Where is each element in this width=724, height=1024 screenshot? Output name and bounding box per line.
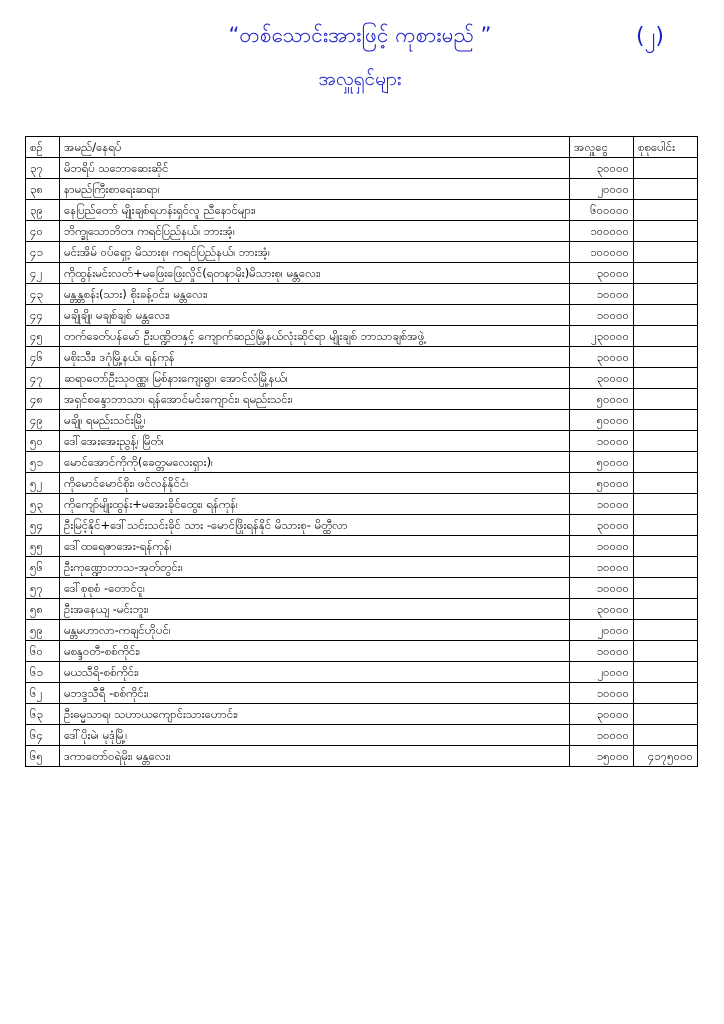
- cell-name: ဦးကုဏ္ဍောဘာသ-အုတ်တွင်း၊: [60, 557, 570, 578]
- cell-total: [634, 515, 698, 536]
- cell-name: ဦးဓမ္မသာရ၊ သဟာယကျောင်းသားဟောင်း၊: [60, 704, 570, 725]
- table-row: [26, 494, 698, 515]
- cell-no: ၄၉: [26, 410, 60, 431]
- cell-amount: ၂၃၀၀၀၀: [570, 326, 634, 347]
- table-row: [26, 662, 698, 683]
- cell-no: ၄၂: [26, 263, 60, 284]
- cell-total: [634, 305, 698, 326]
- table-row: [26, 347, 698, 368]
- cell-no: ၄၁: [26, 242, 60, 263]
- table-header-row: [26, 137, 698, 158]
- column-header-total: စုစုပေါင်း: [634, 137, 698, 158]
- cell-amount: ၁၀၀၀၀: [570, 431, 634, 452]
- cell-total: [634, 389, 698, 410]
- cell-no: ၅၉: [26, 620, 60, 641]
- cell-total: [634, 641, 698, 662]
- cell-name: ဒေါ်စုစုစံ -တောင်ငူ၊: [60, 578, 570, 599]
- cell-amount: ၁၀၀၀၀၀: [570, 242, 634, 263]
- cell-no: ၅၁: [26, 452, 60, 473]
- cell-name: မဘဒ္ဒသီရီ -စစ်ကိုင်း၊: [60, 683, 570, 704]
- cell-no: ၅၂: [26, 473, 60, 494]
- cell-name: မချိုချို၊ မချစ်ချစ် မန္တလေး၊: [60, 305, 570, 326]
- cell-no: ၅၃: [26, 494, 60, 515]
- cell-no: ၃၉: [26, 200, 60, 221]
- cell-amount: ၂၀၀၀၀: [570, 662, 634, 683]
- cell-name: ဒေါ်ပိုးမဲ၊ မုဒုံမြို့၊: [60, 725, 570, 746]
- cell-total: [634, 557, 698, 578]
- cell-amount: ၁၀၀၀၀: [570, 305, 634, 326]
- cell-total: [634, 578, 698, 599]
- cell-no: ၄၃: [26, 284, 60, 305]
- cell-name: မိဘရိပ် သဘောဆေးဆိုင်: [60, 158, 570, 179]
- cell-name: အရှင်စန္ဒောဘာသာ၊ ရန်အောင်မင်းကျောင်း၊ ရမည်းသင်း၊: [60, 389, 570, 410]
- table-row: [26, 704, 698, 725]
- cell-amount: ၁၀၀၀၀၀: [570, 221, 634, 242]
- cell-total: [634, 431, 698, 452]
- donor-table: [25, 136, 698, 767]
- table-row: [26, 158, 698, 179]
- cell-no: ၃၈: [26, 179, 60, 200]
- table-row: [26, 263, 698, 284]
- cell-name: ဒေါ်ထရေဇာအေး-ရန်ကုန်၊: [60, 536, 570, 557]
- cell-total: [634, 410, 698, 431]
- cell-name: မစိုးသီး၊ ဒဂုံမြို့နယ်၊ ရန်ကုန်: [60, 347, 570, 368]
- cell-no: ၅၅: [26, 536, 60, 557]
- cell-name: ကိုကျော်မျိုးထွန်း+မအေးခိုင်ထွေး၊ ရန်ကုန်၊: [60, 494, 570, 515]
- table-row: [26, 683, 698, 704]
- cell-no: ၄၅: [26, 326, 60, 347]
- cell-no: ၄၀: [26, 221, 60, 242]
- cell-amount: ၁၅၀၀၀: [570, 746, 634, 767]
- cell-name: ဆရာတော်ဦးသုဝဏ္ဏ၊ မြစ်နားကျေးရွာ၊ အောင်လံမြို့နယ်၊: [60, 368, 570, 389]
- table-row: [26, 620, 698, 641]
- cell-amount: ၃၀၀၀၀: [570, 599, 634, 620]
- table-row: [26, 725, 698, 746]
- table-row: [26, 242, 698, 263]
- cell-amount: ၂၀၀၀၀: [570, 179, 634, 200]
- document-subtitle: အလှူရှင်များ: [318, 68, 402, 90]
- cell-no: ၄၆: [26, 347, 60, 368]
- cell-amount: ၁၀၀၀၀: [570, 494, 634, 515]
- table-row: [26, 473, 698, 494]
- cell-amount: ၅၀၀၀၀: [570, 473, 634, 494]
- cell-total: [634, 599, 698, 620]
- cell-amount: ၃၀၀၀၀: [570, 263, 634, 284]
- page-number: (၂): [636, 24, 664, 49]
- cell-total: [634, 494, 698, 515]
- cell-total: [634, 242, 698, 263]
- cell-no: ၄၈: [26, 389, 60, 410]
- table-row: [26, 179, 698, 200]
- cell-name: တက်ခေတ်ပန်မော် ဦးပဏ္ဍိတနှင့် ကျောက်ဆည်မြို့နယ်လုံးဆိုင်ရာ မျိုးချစ် ဘာသာချစ်အဖွဲ့: [60, 326, 570, 347]
- cell-amount: ၆၀၀၀၀၀: [570, 200, 634, 221]
- cell-total: [634, 347, 698, 368]
- cell-no: ၆၄: [26, 725, 60, 746]
- table-row: [26, 326, 698, 347]
- column-header-amount: အလှူငွေ: [570, 137, 634, 158]
- cell-no: ၆၃: [26, 704, 60, 725]
- table-row: [26, 284, 698, 305]
- cell-name: ဒေါ်အေးအေးညွန့်၊ မြိတ်၊: [60, 431, 570, 452]
- column-header-name: အမည်/နေရပ်: [60, 137, 570, 158]
- cell-name: မန္တမဟာလာ-ကချင်ဟိုပင်၊: [60, 620, 570, 641]
- cell-name: နေပြည်တော် မျိုးချစ်ရဟန်းရှင်လူ ညီနောင်များ၊: [60, 200, 570, 221]
- cell-total: [634, 620, 698, 641]
- cell-amount: ၁၀၀၀၀: [570, 578, 634, 599]
- cell-total: [634, 326, 698, 347]
- cell-name: မန္တန္တစန်း(သား) စိုးခန့်ဝင်း၊ မန္တလေး၊: [60, 284, 570, 305]
- table-row: [26, 305, 698, 326]
- cell-no: ၆၅: [26, 746, 60, 767]
- cell-name: ကိုထွန်းမင်းလတ်+မဖြေးဖြေးလှိုင်(ရတနာမိုး)မိသားစု၊ မန္တလေး၊: [60, 263, 570, 284]
- cell-no: ၅၄: [26, 515, 60, 536]
- cell-no: ၆၂: [26, 683, 60, 704]
- cell-no: ၆၀: [26, 641, 60, 662]
- cell-amount: ၁၀၀၀၀: [570, 536, 634, 557]
- cell-total: [634, 536, 698, 557]
- cell-amount: ၃၀၀၀၀: [570, 515, 634, 536]
- cell-amount: ၃၀၀၀၀: [570, 368, 634, 389]
- cell-total: [634, 473, 698, 494]
- cell-amount: ၅၀၀၀၀: [570, 389, 634, 410]
- cell-amount: ၅၀၀၀၀: [570, 452, 634, 473]
- table-row: [26, 515, 698, 536]
- cell-total: [634, 200, 698, 221]
- cell-name: မယသီရိ-စစ်ကိုင်း၊: [60, 662, 570, 683]
- cell-no: ၅၀: [26, 431, 60, 452]
- cell-amount: ၁၀၀၀၀: [570, 557, 634, 578]
- table-row: [26, 557, 698, 578]
- table-row: [26, 368, 698, 389]
- cell-total: [634, 368, 698, 389]
- table-row: [26, 431, 698, 452]
- cell-name: ဦးမြင့်နိုင်+ဒေါ်သင်းသင်းခိုင် သား -မောင်ဖြိုးရန်နိုင် မိသားစု- မိတ္ထီလာ: [60, 515, 570, 536]
- cell-total: [634, 158, 698, 179]
- cell-no: ၅၆: [26, 557, 60, 578]
- table-row: [26, 578, 698, 599]
- cell-total: [634, 704, 698, 725]
- cell-name: မချို၊ ရမည်းသင်းမြို့၊: [60, 410, 570, 431]
- cell-name: ဒကာတော်ဝရဲမိုး၊ မန္တလေး၊: [60, 746, 570, 767]
- cell-total: [634, 221, 698, 242]
- cell-amount: ၁၀၀၀၀: [570, 725, 634, 746]
- cell-no: ၃၇: [26, 158, 60, 179]
- cell-amount: ၃၀၀၀၀: [570, 158, 634, 179]
- cell-total: [634, 263, 698, 284]
- table-row: [26, 599, 698, 620]
- table-row: [26, 389, 698, 410]
- table-row: [26, 641, 698, 662]
- cell-total: [634, 179, 698, 200]
- cell-amount: ၁၀၀၀၀: [570, 641, 634, 662]
- cell-name: ကိုမောင်မောင်စိုး၊ ဖင်လန်နိုင်ငံ၊: [60, 473, 570, 494]
- cell-amount: ၅၀၀၀၀: [570, 410, 634, 431]
- cell-name: မင်းအိမ် ဝပ်ရှော့ မိသားစု၊ ကရင်ပြည်နယ်၊ ဘားအံ့၊: [60, 242, 570, 263]
- table-row: [26, 221, 698, 242]
- cell-name: မောင်အောင်ကိုကို(ခေတ္တမလေးရှား)၊: [60, 452, 570, 473]
- document-title: “တစ်သောင်းအားဖြင့် ကုစားမည် ”: [228, 23, 492, 47]
- cell-total: [634, 662, 698, 683]
- cell-total: [634, 284, 698, 305]
- table-row: [26, 746, 698, 767]
- cell-total: [634, 683, 698, 704]
- table-row: [26, 536, 698, 557]
- cell-no: ၆၁: [26, 662, 60, 683]
- table-row: [26, 200, 698, 221]
- cell-total: [634, 725, 698, 746]
- cell-total: ၄၁၇၅၀၀၀: [634, 746, 698, 767]
- cell-amount: ၁၀၀၀၀: [570, 683, 634, 704]
- cell-name: မစန္ဒဝတီ-စစ်ကိုင်း၊: [60, 641, 570, 662]
- cell-no: ၄၇: [26, 368, 60, 389]
- cell-amount: ၂၀၀၀၀: [570, 620, 634, 641]
- cell-amount: ၃၀၀၀၀: [570, 704, 634, 725]
- cell-no: ၅၇: [26, 578, 60, 599]
- cell-name: ဦးအနေယျ -မင်းဘူး၊: [60, 599, 570, 620]
- cell-amount: ၃၀၀၀၀: [570, 347, 634, 368]
- page-header: [0, 14, 724, 114]
- cell-total: [634, 452, 698, 473]
- column-header-no: စဉ်: [26, 137, 60, 158]
- cell-name: နာမည်ကြီးစာရေးဆရာ၊: [60, 179, 570, 200]
- cell-no: ၅၈: [26, 599, 60, 620]
- cell-name: ဘိက္ခုသောဘိတ၊ ကရင်ပြည်နယ်၊ ဘားအံ့၊: [60, 221, 570, 242]
- table-row: [26, 410, 698, 431]
- cell-amount: ၁၀၀၀၀: [570, 284, 634, 305]
- cell-no: ၄၄: [26, 305, 60, 326]
- table-row: [26, 452, 698, 473]
- table-body: [26, 158, 698, 767]
